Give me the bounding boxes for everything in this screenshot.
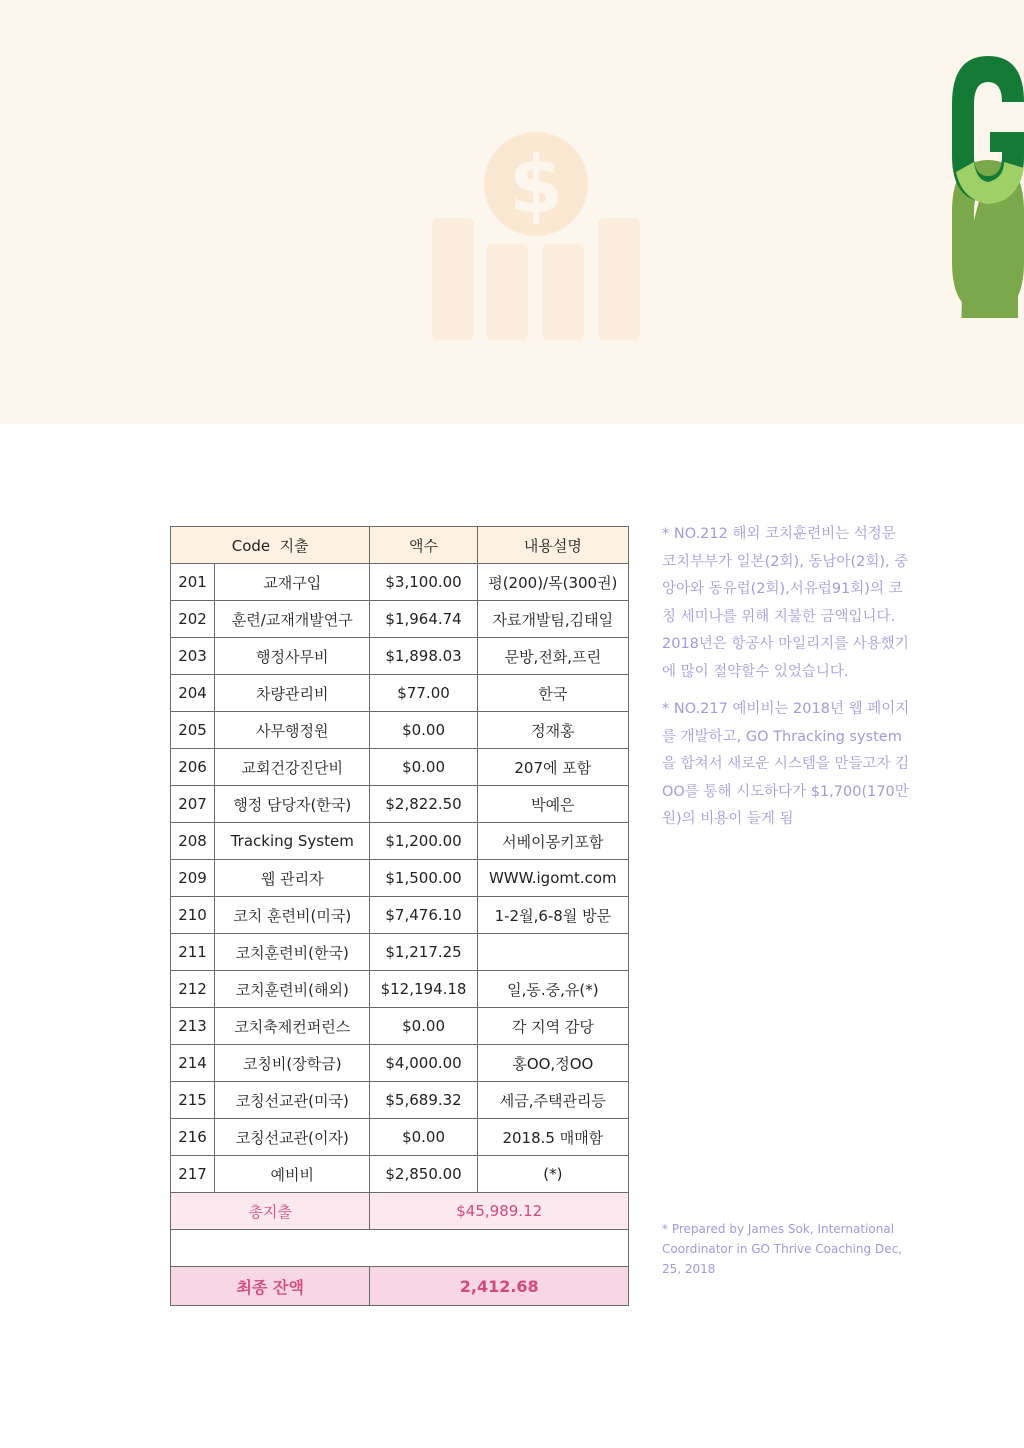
item-cell: 예비비	[215, 1156, 370, 1193]
item-cell: 훈련/교재개발연구	[215, 601, 370, 638]
item-cell: 코치훈련비(한국)	[215, 934, 370, 971]
note-217: * NO.217 예비비는 2018년 웹 페이지를 개발하고, GO Thracking system을 합쳐서 새로운 시스템을 만들고자 김OO를 통해 시도하다가 $1,700(170만원)의 비용이 들게 됨	[662, 701, 910, 827]
code-cell: 206	[171, 749, 215, 786]
description-cell: WWW.igomt.com	[477, 860, 628, 897]
item-cell: 차량관리비	[215, 675, 370, 712]
table-row	[171, 934, 629, 971]
code-cell: 210	[171, 897, 215, 934]
code-cell: 217	[171, 1156, 215, 1193]
amount-cell: $77.00	[370, 675, 477, 712]
table-row	[171, 1119, 629, 1156]
description-cell: 정재홍	[477, 712, 628, 749]
amount-cell: $12,194.18	[370, 971, 477, 1008]
item-cell: 코치 훈련비(미국)	[215, 897, 370, 934]
item-cell: 코치훈련비(해외)	[215, 971, 370, 1008]
description-cell: 한국	[477, 675, 628, 712]
table-row	[171, 860, 629, 897]
code-cell: 216	[171, 1119, 215, 1156]
description-cell: 서베이몽키포함	[477, 823, 628, 860]
amount-cell: $0.00	[370, 712, 477, 749]
table-row	[171, 675, 629, 712]
table-row	[171, 638, 629, 675]
description-cell: 자료개발팀,김태일	[477, 601, 628, 638]
item-cell: 교회건강진단비	[215, 749, 370, 786]
total-row	[171, 1193, 629, 1230]
description-cell: (*)	[477, 1156, 628, 1193]
amount-cell: $1,898.03	[370, 638, 477, 675]
go-logo-icon	[948, 52, 1024, 318]
item-cell: 코칭선교관(이자)	[215, 1119, 370, 1156]
svg-text:$: $	[508, 141, 564, 231]
item-cell: Tracking System	[215, 823, 370, 860]
item-cell: 사무행정원	[215, 712, 370, 749]
amount-cell: $0.00	[370, 749, 477, 786]
description-cell: 일,동.중,유(*)	[477, 971, 628, 1008]
table-header-row	[171, 527, 629, 564]
header-banner	[0, 0, 1024, 424]
prepared-by-note: * Prepared by James Sok, International Coordinator in GO Thrive Coaching Dec, 25, 2018	[662, 1222, 902, 1276]
code-cell: 213	[171, 1008, 215, 1045]
description-cell: 홍OO,정OO	[477, 1045, 628, 1082]
table-row	[171, 712, 629, 749]
code-cell: 208	[171, 823, 215, 860]
amount-cell: $2,822.50	[370, 786, 477, 823]
table-row	[171, 601, 629, 638]
table-row	[171, 786, 629, 823]
code-cell: 201	[171, 564, 215, 601]
header-code-expense: Code 지출	[171, 527, 370, 564]
item-cell: 코칭선교관(미국)	[215, 1082, 370, 1119]
item-cell: 웹 관리자	[215, 860, 370, 897]
item-cell: 교재구입	[215, 564, 370, 601]
table-row	[171, 749, 629, 786]
spacer-row	[171, 1230, 629, 1267]
amount-cell: $1,964.74	[370, 601, 477, 638]
code-cell: 214	[171, 1045, 215, 1082]
description-cell	[477, 934, 628, 971]
table-row	[171, 564, 629, 601]
expense-table	[170, 526, 629, 1306]
table-row	[171, 1156, 629, 1193]
header-amount: 액수	[370, 527, 477, 564]
total-value: $45,989.12	[370, 1193, 629, 1230]
description-cell: 각 지역 감당	[477, 1008, 628, 1045]
amount-cell: $4,000.00	[370, 1045, 477, 1082]
table-row	[171, 897, 629, 934]
code-cell: 215	[171, 1082, 215, 1119]
amount-cell: $0.00	[370, 1119, 477, 1156]
code-cell: 202	[171, 601, 215, 638]
description-cell: 박예은	[477, 786, 628, 823]
table-row	[171, 1082, 629, 1119]
item-cell: 코치축제컨퍼런스	[215, 1008, 370, 1045]
header-description: 내용설명	[477, 527, 628, 564]
amount-cell: $5,689.32	[370, 1082, 477, 1119]
code-cell: 207	[171, 786, 215, 823]
code-cell: 212	[171, 971, 215, 1008]
table-row	[171, 823, 629, 860]
amount-cell: $1,200.00	[370, 823, 477, 860]
description-cell: 세금,주택관리등	[477, 1082, 628, 1119]
item-cell: 행정 담당자(한국)	[215, 786, 370, 823]
description-cell: 207에 포함	[477, 749, 628, 786]
amount-cell: $7,476.10	[370, 897, 477, 934]
amount-cell: $3,100.00	[370, 564, 477, 601]
amount-cell: $0.00	[370, 1008, 477, 1045]
code-cell: 209	[171, 860, 215, 897]
table-row	[171, 971, 629, 1008]
code-cell: 204	[171, 675, 215, 712]
table-row	[171, 1045, 629, 1082]
money-chart-icon	[430, 130, 644, 342]
note-212: * NO.212 해외 코치훈련비는 석정문 코치부부가 일본(2회), 동남아(2회), 중앙아와 동유럽(2회),서유럽91회)의 코칭 세미나를 위해 지불한 금액입니다. 2018년은 항공사 마일리지를 사용했기에 많이 절약할수 있었습니다.	[662, 526, 909, 680]
description-cell: 2018.5 매매함	[477, 1119, 628, 1156]
description-cell: 1-2월,6-8월 방문	[477, 897, 628, 934]
spacer-cell	[171, 1230, 629, 1267]
description-cell: 문방,전화,프린	[477, 638, 628, 675]
amount-cell: $1,500.00	[370, 860, 477, 897]
code-cell: 205	[171, 712, 215, 749]
notes	[662, 521, 912, 844]
code-cell: 211	[171, 934, 215, 971]
total-label: 총지출	[171, 1193, 370, 1230]
amount-cell: $1,217.25	[370, 934, 477, 971]
final-balance-label: 최종 잔액	[171, 1267, 370, 1306]
item-cell: 코칭비(장학금)	[215, 1045, 370, 1082]
code-cell: 203	[171, 638, 215, 675]
table-row	[171, 1008, 629, 1045]
final-balance-value: 2,412.68	[370, 1267, 629, 1306]
amount-cell: $2,850.00	[370, 1156, 477, 1193]
item-cell: 행정사무비	[215, 638, 370, 675]
description-cell: 평(200)/목(300권)	[477, 564, 628, 601]
final-balance-row	[171, 1267, 629, 1306]
